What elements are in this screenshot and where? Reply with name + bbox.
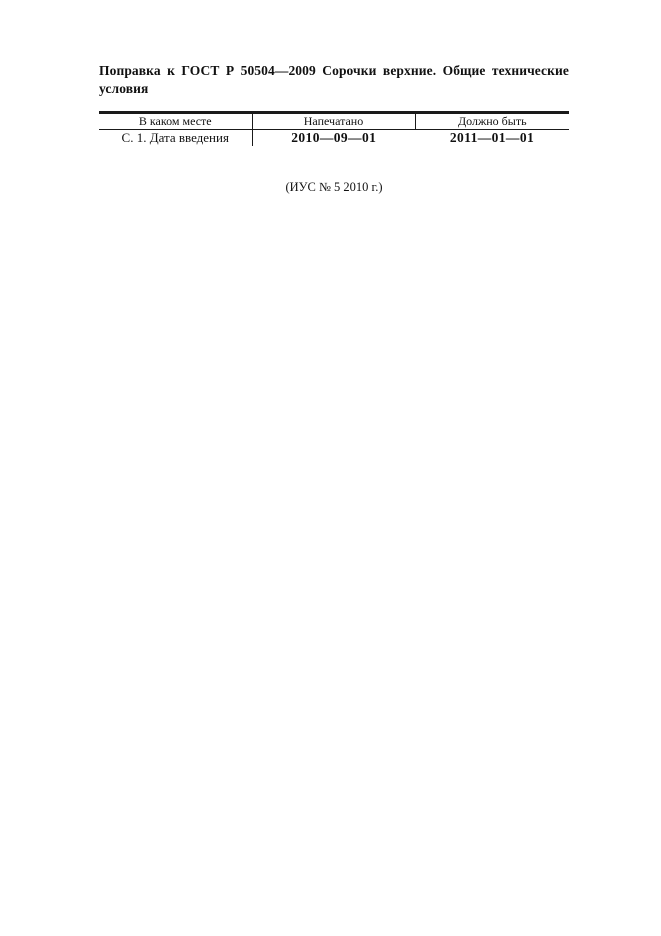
cell-should-be: 2011—01—01 [449, 130, 535, 146]
correction-table [99, 114, 569, 129]
issue-reference: (ИУС № 5 2010 г.) [285, 180, 383, 195]
table-header-row [99, 114, 569, 129]
correction-table-body [99, 130, 569, 146]
column-header-printed: Напечатано [252, 114, 415, 129]
page-title: Поправка к ГОСТ Р 50504—2009 Сорочки верхние. Общие технические условия [99, 63, 569, 96]
document-content [99, 62, 569, 195]
cell-location: С. 1. Дата введения [121, 130, 229, 146]
cell-printed: 2010—09—01 [252, 130, 415, 146]
table-row [99, 130, 569, 146]
column-header-should-be: Должно быть [457, 114, 527, 129]
column-header-location: В каком месте [138, 114, 212, 129]
